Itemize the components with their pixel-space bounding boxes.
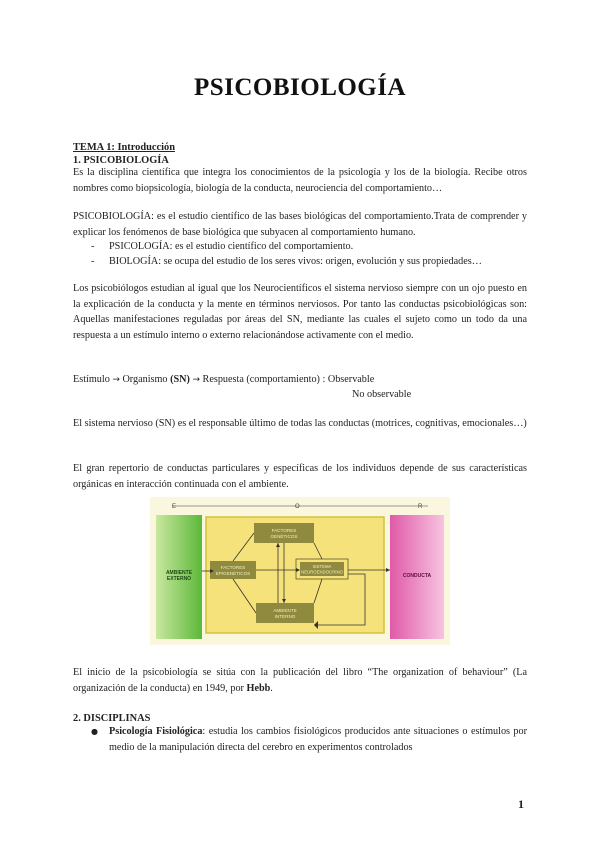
round-bullet-icon: ●: [91, 727, 98, 736]
paragraph-psicobiologia-definition: PSICOBIOLOGÍA: es el estudio científico de las bases biológicas del comportamiento.Trata de comprender y explicar los fenómenos de base biológica que subyacen al comportamiento humano.: [73, 211, 527, 238]
sistema-neuroendocrino-label: NEUROENDOCRINO: [301, 569, 343, 575]
conducta-label: CONDUCTA: [402, 573, 432, 579]
page-number: 1: [518, 797, 524, 811]
ambiente-externo-label: AMBIENTE: [165, 570, 193, 576]
box-ambiente-interno: [256, 603, 314, 623]
label-o: O: [295, 504, 300, 510]
paragraph-definition-intro: Es la disciplina científica que integra los conocimientos de la psicología y los de la biología. Recibe otros nombres como biopsicología, biología de la conducta, neurociencia del comportamiento…: [73, 167, 527, 194]
right-arrow-icon: →: [192, 375, 200, 385]
page-title: PSICOBIOLOGÍA: [193, 74, 407, 101]
paragraph-hebb: [73, 665, 527, 696]
hebb-text-start: El inicio de la psicobiología se sitúa con la publicación del libro “The organization of behaviour” (La organización de la conducta) en 1949, por: [73, 667, 527, 694]
hebb-text-end: .: [270, 682, 273, 694]
discipline-name: Psicología Fisiológica: [109, 726, 203, 737]
factores-epigeneticos-label: FACTORES: [220, 565, 246, 570]
label-r: R: [418, 504, 423, 510]
discipline-colon: :: [202, 726, 206, 737]
label-e: E: [172, 504, 177, 510]
right-arrow-icon: →: [112, 375, 120, 385]
factores-epigeneticos-label: EPIGENÉTICOS: [215, 571, 251, 576]
section-1-heading: 1. PSICOBIOLOGÍA: [73, 155, 169, 166]
hebb-name: Hebb: [246, 682, 271, 694]
ambiente-interno-label: AMBIENTE: [273, 608, 297, 613]
tema-heading: TEMA 1: Introducción: [73, 142, 175, 153]
dash-bullet: -: [91, 256, 95, 267]
discipline-text: [109, 724, 527, 755]
factores-geneticos-label: GENÉTICOS: [270, 534, 298, 539]
formula-organismo: Organismo: [122, 374, 168, 385]
eor-diagram: [150, 497, 450, 645]
formula-no-observable: No observable: [352, 389, 412, 400]
factores-geneticos-label: FACTORES: [271, 528, 297, 533]
list-item-text: BIOLOGÍA: se ocupa del estudio de los seres vivos: origen, evolución y sus propiedades…: [109, 256, 482, 267]
ambiente-externo-label: EXTERNO: [166, 576, 192, 582]
formula-estimulo: Estímulo: [73, 374, 110, 385]
formula-respuesta: Respuesta (comportamiento) : Observable: [202, 374, 375, 385]
discipline-description: estudia los cambios fisiológicos producidos ante situaciones o estímulos por medio de la manipulación directa del cerebro en experimentos controlados: [109, 726, 528, 753]
paragraph-psicobiologos: Los psicobiólogos estudian al igual que los Neurocientíficos el sistema nervioso siempre con un ojo puesto en la explicación de la conducta y la mente en términos nerviosos. Por tanto las conductas psicobiológicas son: Aquellas manifestaciones reguladas por áreas del SN, mediante las cuales el sujeto como un todo da una respuesta a un estímulo interno o externo relacionándose activamente con el medio.: [73, 283, 527, 341]
formula-sn: (SN): [170, 374, 190, 385]
box-factores-epigeneticos: [210, 561, 256, 579]
paragraph-sistema-nervioso: El sistema nervioso (SN) es el responsable último de todas las conductas (motrices, cognitivas, emocionales…): [73, 418, 527, 429]
sistema-neuroendocrino-label: SISTEMA: [312, 564, 332, 569]
dash-bullet: -: [91, 241, 95, 252]
paragraph-repertorio: El gran repertorio de conductas particulares y específicas de los individuos depende de sus características orgánicas en interacción continuada con el ambiente.: [73, 463, 527, 490]
section-2-heading: 2. DISCIPLINAS: [73, 713, 151, 724]
box-factores-geneticos: [254, 523, 314, 543]
list-item-text: PSICOLOGÍA: es el estudio científico del comportamiento.: [109, 241, 354, 252]
ambiente-interno-label: INTERNO: [274, 614, 296, 619]
